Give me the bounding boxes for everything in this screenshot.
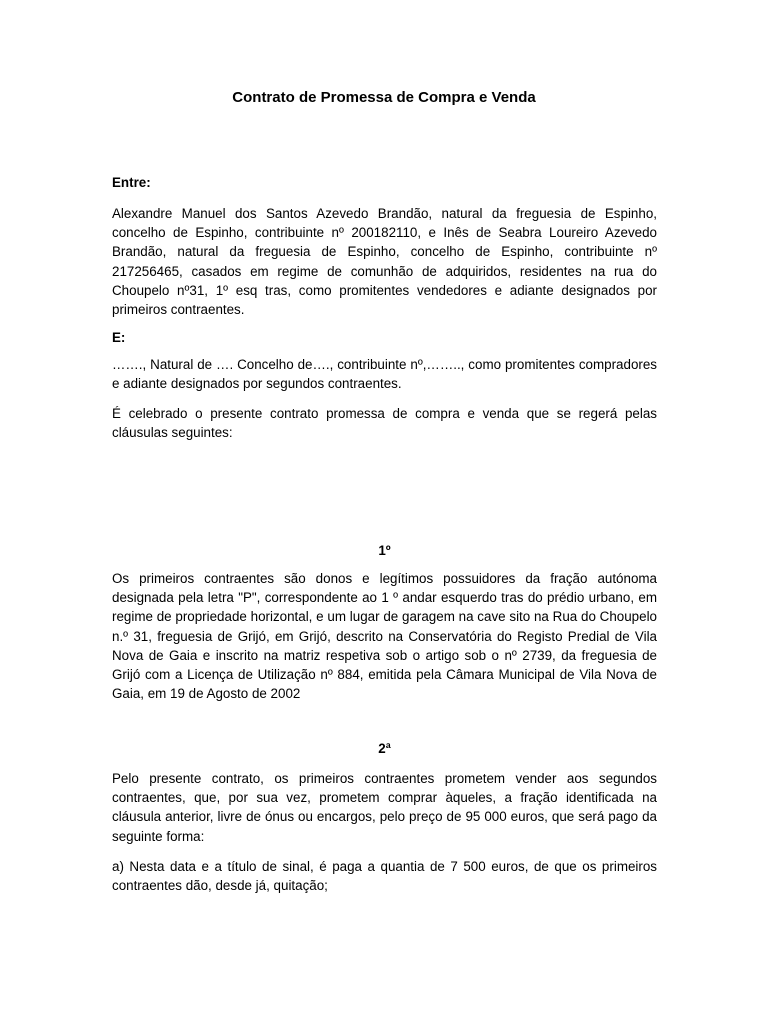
clause-1-heading: 1º <box>378 543 391 558</box>
intro-paragraph: É celebrado o presente contrato promessa de compra e venda que se regerá pelas cláusulas seguintes: <box>112 406 657 441</box>
clause-1-paragraph: Os primeiros contraentes são donos e legítimos possuidores da fração autónoma designada pela letra "P", correspondente ao 1 º andar esquerdo tras do prédio urbano, em regime de propriedade horizontal, e um lugar de garagem na cave sito na Rua do Choupelo n.º 31, freguesia de Grijó, em Grijó, descrito na Conservatória do Registo Predial de Vila Nova de Gaia e inscrito na matriz respetiva sob o artigo sob o nº 2739, da freguesia de Grijó com a Licença de Utilização nº 884, emitida pela Câmara Municipal de Vila Nova de Gaia, em 19 de Agosto de 2002 <box>112 571 657 702</box>
first-parties-paragraph: Alexandre Manuel dos Santos Azevedo Brandão, natural da freguesia de Espinho, concelho de Espinho, contribuinte nº 200182110, e Inês de Seabra Loureiro Azevedo Brandão, natural da freguesia de Espinho, concelho de Espinho, contribuinte nº 217256465, casados em regime de comunhão de adquiridos, residentes na rua do Choupelo nº31, 1º esq tras, como promitentes vendedores e adiante designados por primeiros contraentes. <box>112 206 657 318</box>
clause-2-item-a: a) Nesta data e a título de sinal, é paga a quantia de 7 500 euros, de que os primeiros contraentes dão, desde já, quitação; <box>112 859 657 894</box>
clause-2-heading: 2ª <box>378 741 391 756</box>
clause-2-paragraph: Pelo presente contrato, os primeiros contraentes prometem vender aos segundos contraentes, que, por sua vez, prometem comprar àqueles, a fração identificada na cláusula anterior, livre de ónus ou encargos, pelo preço de 95 000 euros, que será pago da seguinte forma: <box>112 771 657 844</box>
e-label: E: <box>112 330 126 345</box>
document-title: Contrato de Promessa de Compra e Venda <box>232 89 536 106</box>
second-parties-paragraph: ……., Natural de …. Concelho de…., contribuinte nº,…….., como promitentes compradores e adiante designados por segundos contraentes. <box>112 357 657 392</box>
entre-label: Entre: <box>112 175 151 190</box>
